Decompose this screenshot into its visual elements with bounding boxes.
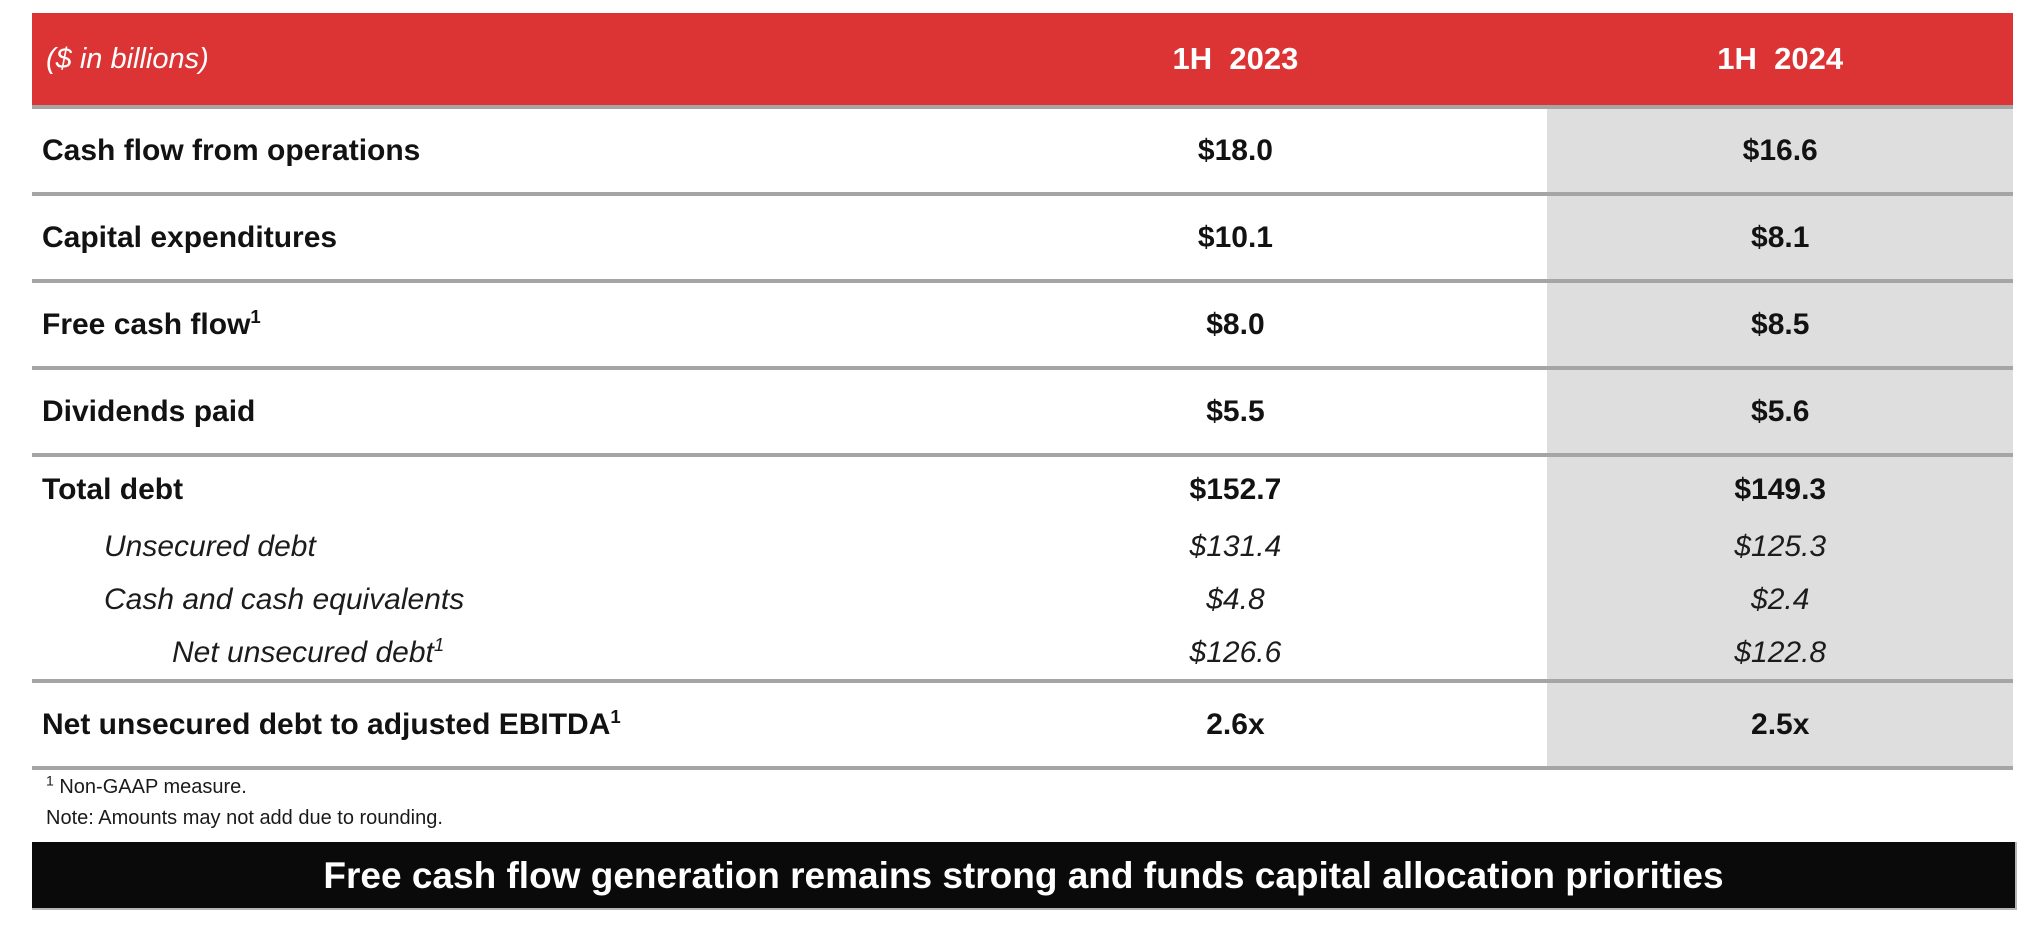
value-2024: $5.6 (1547, 368, 2013, 455)
row-label: Cash and cash equivalents (104, 582, 465, 616)
row-label: Capital expenditures (32, 194, 923, 281)
table-row-free-cash-flow (32, 281, 2013, 368)
value-2024: $16.6 (1547, 107, 2013, 194)
footnote-marker: 1 (610, 705, 621, 727)
column-header-1h-2024: 1H 2024 (1547, 13, 2013, 107)
table-row-total-debt (32, 455, 2013, 520)
column-header-1h-2023: 1H 2023 (923, 13, 1547, 107)
value-2023: $152.7 (923, 455, 1547, 520)
value-2023: $5.5 (923, 368, 1547, 455)
value-2023: $18.0 (923, 107, 1547, 194)
table-row-unsecured-debt (32, 520, 2013, 573)
row-label: Free cash flow$^1$ (32, 281, 923, 368)
value-2024: $8.5 (1547, 281, 2013, 368)
row-label: Net unsecured debt to adjusted EBITDA$^1$ (32, 681, 923, 768)
footnote-rounding-note: Note: Amounts may not add due to rounding. (46, 807, 443, 829)
value-2024: 2.5x (1547, 681, 2013, 768)
value-2024: $125.3 (1547, 520, 2013, 573)
footnote-marker: 1 (433, 633, 445, 655)
footnote-marker: 1 (250, 305, 261, 327)
value-2024: $2.4 (1547, 573, 2013, 626)
footnote-non-gaap: $^1$ Non-GAAP measure. (46, 772, 247, 798)
takeaway-banner: Free cash flow generation remains strong and funds capital allocation priorities (32, 842, 2017, 910)
row-label: Net unsecured debt$^1$ (172, 633, 445, 669)
table-row-cash-equivalents (32, 573, 2013, 626)
value-2024: $8.1 (1547, 194, 2013, 281)
footnote-marker: 1 (46, 772, 54, 789)
row-label: Total debt (32, 455, 923, 520)
footnotes-block (46, 772, 443, 834)
value-2023: 2.6x (923, 681, 1547, 768)
value-2023: $4.8 (1206, 582, 1265, 616)
table-row-net-unsecured-debt (32, 626, 2013, 681)
value-2023: $10.1 (923, 194, 1547, 281)
units-caption: ($ in billions) (32, 13, 923, 107)
row-label: Dividends paid (32, 368, 923, 455)
cash-flow-debt-table (32, 13, 2013, 770)
value-2023: $8.0 (923, 281, 1547, 368)
table-header-row (32, 13, 2013, 107)
row-label: Unsecured debt (104, 529, 316, 563)
table-row-net-debt-to-ebitda (32, 681, 2013, 768)
table-row-capital-expenditures (32, 194, 2013, 281)
table-row-dividends-paid (32, 368, 2013, 455)
table-row-cash-flow-operations (32, 107, 2013, 194)
row-label: Cash flow from operations (32, 107, 923, 194)
value-2023: $126.6 (1189, 635, 1282, 669)
value-2024: $149.3 (1547, 455, 2013, 520)
value-2024: $122.8 (1547, 626, 2013, 681)
value-2023: $131.4 (1189, 529, 1282, 563)
